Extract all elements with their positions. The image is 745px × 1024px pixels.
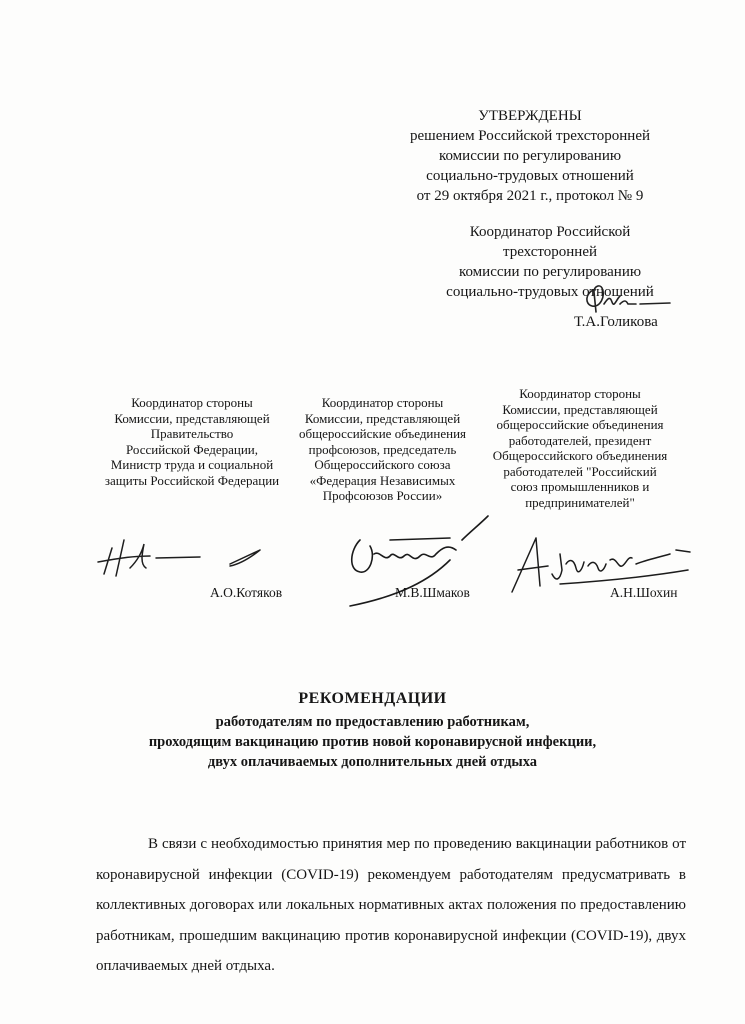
party-name-kotyakov: А.О.Котяков — [210, 585, 283, 600]
party-government — [92, 395, 292, 488]
party-line: Правительство — [150, 426, 234, 441]
party-employers — [480, 386, 680, 510]
party-line: Министр труда и социальной — [110, 457, 274, 472]
party-line: защиты Российской Федерации — [104, 472, 280, 488]
party-line: Комиссии, представляющей — [502, 401, 658, 417]
party-line: Координатор стороны — [131, 395, 253, 410]
party-line: Координатор стороны — [519, 386, 641, 401]
party-line: Общероссийского объединения — [492, 448, 668, 463]
party-name-shokhin: А.Н.Шохин — [610, 585, 678, 600]
party-line: Профсоюзов России» — [322, 488, 443, 503]
party-line: «Федерация Независимых — [309, 472, 456, 488]
approval-line: решением Российской трехсторонней — [409, 128, 650, 144]
coordinator-line: комиссии по регулированию — [458, 264, 642, 280]
body-section — [96, 829, 686, 982]
coordinator-signature — [580, 282, 680, 318]
party-line: Комиссии, представляющей — [304, 410, 461, 426]
document-title: РЕКОМЕНДАЦИИ — [298, 690, 447, 707]
approval-line: от 29 октября 2021 г., протокол № 9 — [416, 188, 644, 204]
party-line: работодателей, президент — [508, 432, 652, 448]
kotyakov-signature — [90, 530, 280, 580]
approval-block — [380, 106, 680, 206]
party-line: предпринимателей" — [525, 494, 635, 510]
party-line: союз промышленников и — [510, 479, 650, 494]
coordinator-line: социально-трудовых отношений — [446, 284, 654, 300]
party-line: Координатор стороны — [321, 395, 444, 410]
subtitle-line: двух оплачиваемых дополнительных дней отдыха — [207, 754, 538, 770]
approval-line: социально-трудовых отношений — [426, 168, 634, 184]
coordinator-name: Т.А.Голикова — [574, 314, 658, 330]
party-line: Общероссийского союза — [314, 457, 451, 472]
coordinator-line: Координатор Российской — [469, 224, 631, 240]
party-line: общероссийские объединения — [298, 426, 467, 441]
body-paragraph: В связи с необходимостью принятия мер по проведению вакцинации работников от коронавирусной инфекции (COVID-19) рекомендуем работодателям предусматривать в коллективных договорах или локальных нормативных актах положения по предоставлению работникам, прошедшим вакцинацию против коронавирусной инфекции (COVID-19), двух оплачиваемых дней отдыха. — [96, 836, 686, 974]
document-subtitle — [0, 712, 745, 772]
party-line: Комиссии, представляющей — [114, 410, 270, 426]
party-line: профсоюзов, председатель — [308, 441, 457, 457]
party-line: общероссийские объединения — [496, 417, 664, 432]
subtitle-line: работодателям по предоставлению работникам, — [215, 714, 530, 730]
subtitle-line: проходящим вакцинацию против новой коронавирусной инфекции, — [148, 734, 597, 750]
party-line: Российской Федерации, — [126, 441, 258, 457]
approval-line: УТВЕРЖДЕНЫ — [478, 108, 582, 124]
party-line: работодателей "Российский — [503, 463, 657, 479]
approval-line: комиссии по регулированию — [438, 148, 622, 164]
party-name-shmakov: М.В.Шмаков — [395, 585, 470, 600]
party-trade-unions — [285, 395, 480, 504]
coordinator-line: трехсторонней — [502, 244, 598, 260]
